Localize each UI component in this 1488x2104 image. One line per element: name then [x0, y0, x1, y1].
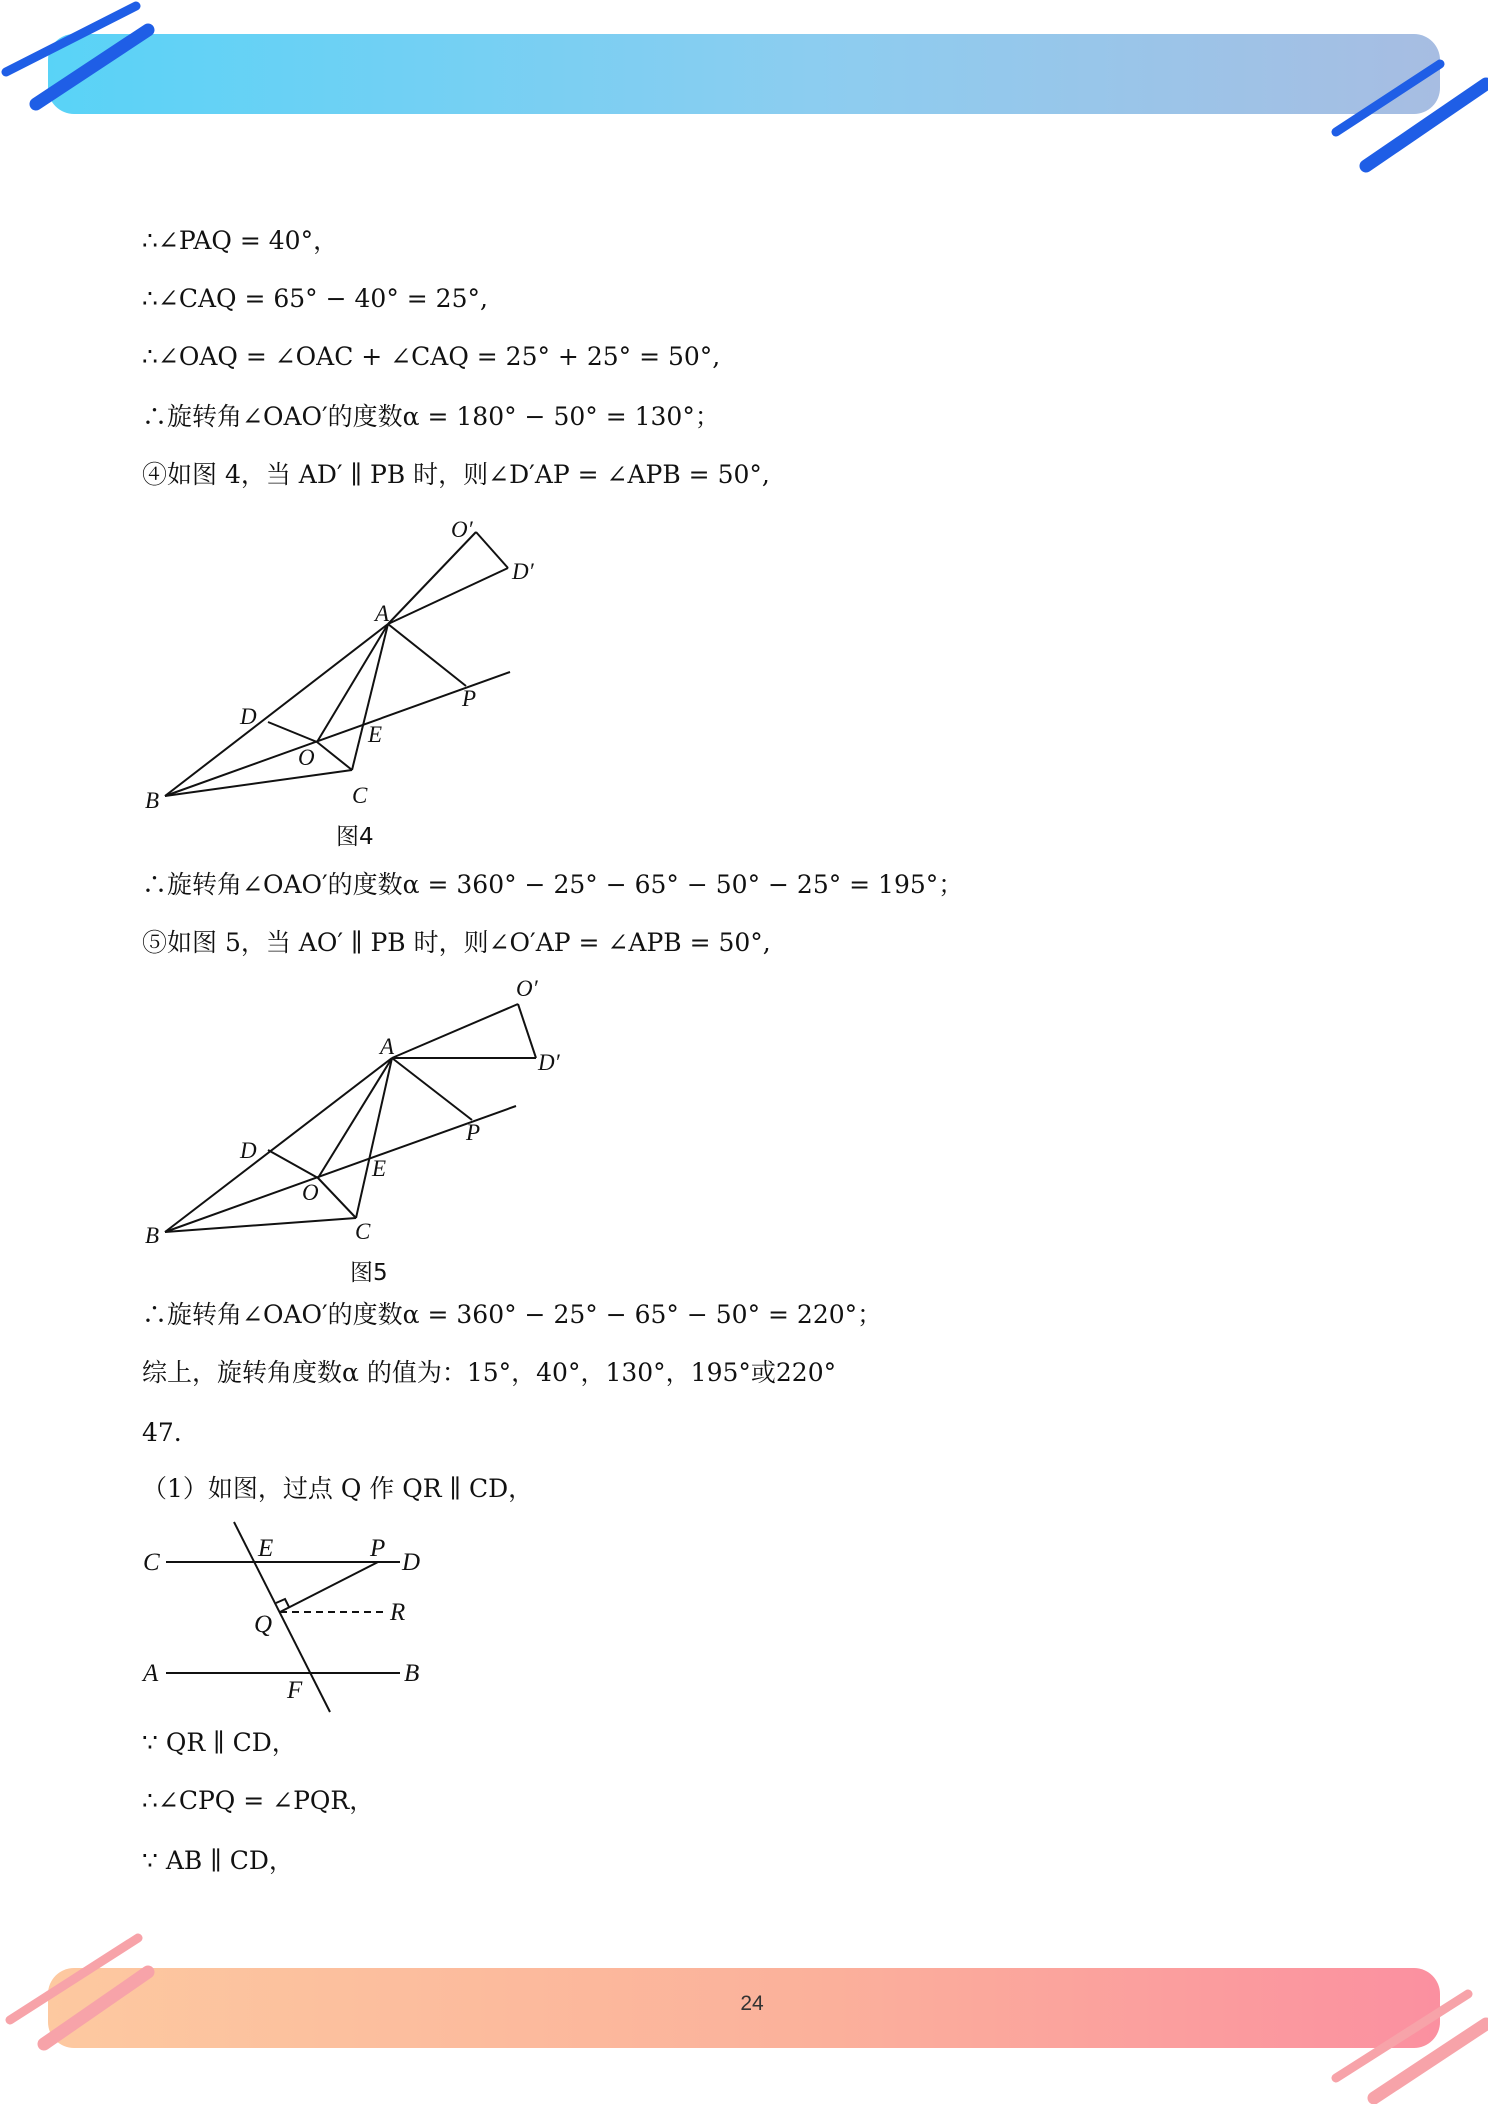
- text-line: ∵ QR ∥ CD，: [142, 1728, 297, 1757]
- label-B: B: [145, 788, 160, 813]
- label-C: C: [352, 783, 368, 808]
- text-line: ④如图 4，当 AD′ ∥ PB 时，则∠D′AP = ∠APB = 50°,: [142, 460, 770, 489]
- text-line: ∴∠CPQ = ∠PQR，: [142, 1786, 375, 1815]
- label-Q: Q: [254, 1611, 273, 1638]
- label-E: E: [372, 1156, 387, 1181]
- label-P: P: [462, 686, 477, 711]
- text-line: ∴∠OAQ = ∠OAC + ∠CAQ = 25° + 25° = 50°,: [142, 342, 721, 371]
- page-number: 24: [740, 1992, 764, 2015]
- label-O: O: [302, 1180, 319, 1205]
- label-A: A: [375, 601, 390, 626]
- label-F: F: [287, 1677, 303, 1704]
- label-A: A: [380, 1034, 395, 1059]
- label-P: P: [370, 1535, 386, 1562]
- text-line: 综上，旋转角度数α 的值为：15°，40°，130°，195°或220°: [142, 1358, 837, 1387]
- label-O-prime: O′: [451, 517, 473, 542]
- text-line: ∴旋转角∠OAO′的度数α = 180° − 50° = 130°；: [142, 402, 720, 431]
- label-O-prime: O′: [516, 976, 538, 1001]
- text-line: ∴∠CAQ = 65° − 40° = 25°,: [142, 284, 488, 313]
- label-D-prime: D′: [512, 559, 534, 584]
- label-R: R: [390, 1599, 406, 1626]
- label-O: O: [298, 745, 315, 770]
- label-D: D: [402, 1549, 421, 1576]
- label-C: C: [355, 1219, 371, 1244]
- text-line: （1）如图，过点 Q 作 QR ∥ CD，: [142, 1474, 534, 1503]
- text-line: ∴∠PAQ = 40°，: [142, 226, 339, 255]
- text-line: ∴旋转角∠OAO′的度数α = 360° − 25° − 65° − 50° − 25° = 195°；: [142, 870, 964, 899]
- label-E: E: [368, 722, 383, 747]
- text-line: ∴旋转角∠OAO′的度数α = 360° − 25° − 65° − 50° = 220°；: [142, 1300, 883, 1329]
- label-D: D: [240, 1138, 257, 1163]
- figure-4-caption: 图4: [336, 824, 374, 850]
- text-line: 47.: [142, 1418, 182, 1447]
- label-D: D: [240, 704, 257, 729]
- label-D-prime: D′: [538, 1050, 560, 1075]
- label-B: B: [404, 1660, 420, 1687]
- label-P: P: [466, 1120, 481, 1145]
- label-B: B: [145, 1223, 160, 1248]
- figure-5-caption: 图5: [350, 1260, 388, 1286]
- text-line: ∵ AB ∥ CD，: [142, 1846, 294, 1875]
- text-line: ⑤如图 5，当 AO′ ∥ PB 时，则∠O′AP = ∠APB = 50°,: [142, 928, 771, 957]
- label-E: E: [258, 1535, 274, 1562]
- label-C: C: [143, 1549, 160, 1576]
- label-A: A: [143, 1660, 159, 1687]
